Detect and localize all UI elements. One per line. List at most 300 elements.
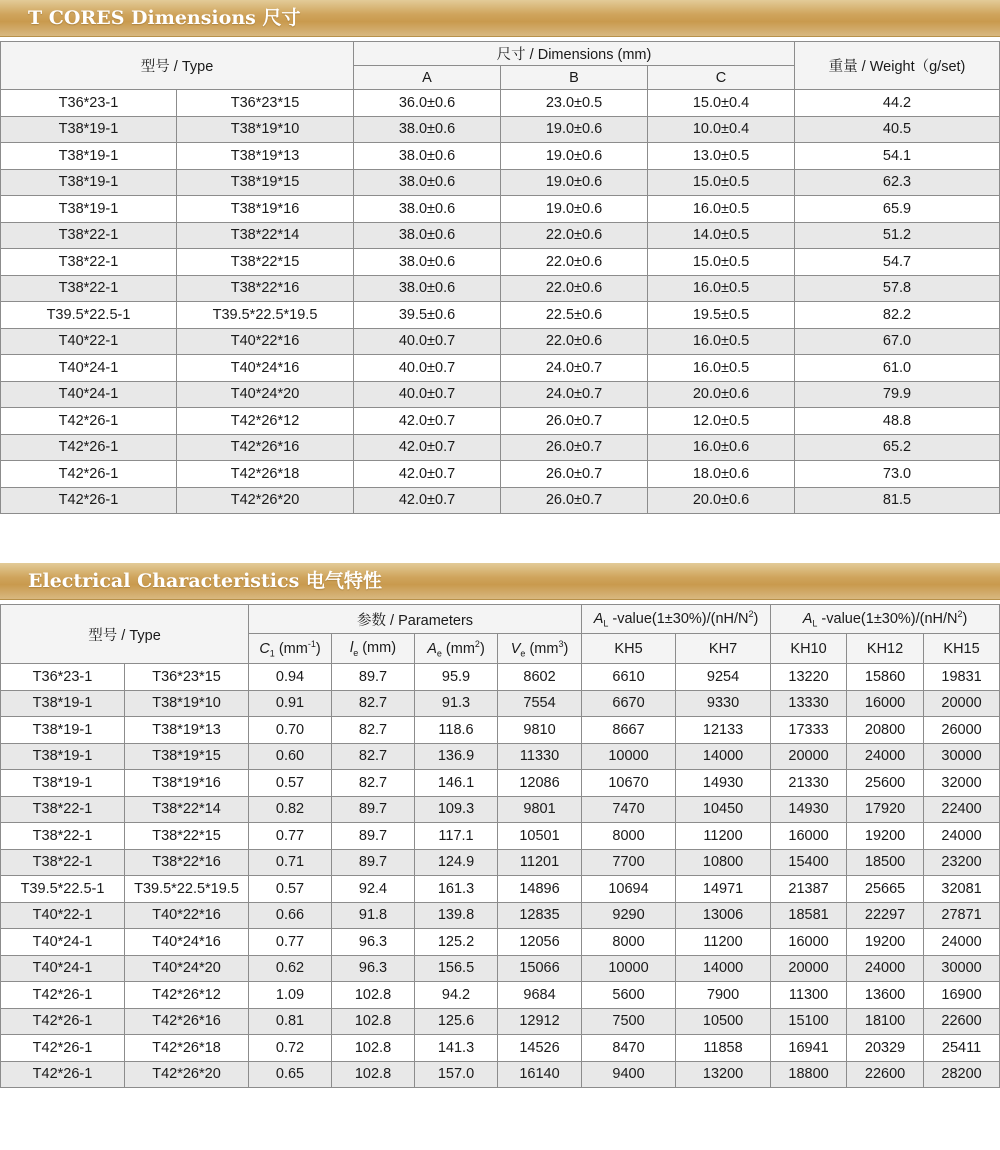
table-cell: T42*26-1	[1, 487, 177, 514]
table-cell: T40*22*16	[177, 328, 354, 355]
table-cell: 18800	[771, 1061, 847, 1088]
header-le: $l_e$ (mm)	[332, 634, 415, 664]
table-row	[1, 275, 1000, 302]
table-cell: T38*19*13	[125, 717, 249, 744]
table-cell: 38.0±0.6	[354, 143, 501, 170]
table-cell: 18.0±0.6	[648, 461, 795, 488]
table-cell: 0.81	[249, 1008, 332, 1035]
table-row	[1, 849, 1000, 876]
table-cell: 10694	[582, 876, 676, 903]
table-cell: 24.0±0.7	[501, 355, 648, 382]
table-cell: 22600	[847, 1061, 924, 1088]
table-cell: 96.3	[332, 955, 415, 982]
table-row	[1, 1035, 1000, 1062]
table-cell: 156.5	[415, 955, 498, 982]
header-c: C	[648, 66, 795, 90]
table-cell: 9290	[582, 902, 676, 929]
table-cell: 9400	[582, 1061, 676, 1088]
table-row	[1, 434, 1000, 461]
header-al-value-group-2: $A_L$ $-value(1\pm 30\%)/(nH/N^2)$	[771, 605, 1000, 634]
table-cell: T38*19-1	[1, 717, 125, 744]
table-cell: 0.57	[249, 876, 332, 903]
table-row	[1, 408, 1000, 435]
table-cell: 81.5	[795, 487, 1000, 514]
table-cell: 42.0±0.7	[354, 434, 501, 461]
table-cell: 20.0±0.6	[648, 381, 795, 408]
table-cell: 136.9	[415, 743, 498, 770]
table-cell: 14971	[676, 876, 771, 903]
table-row	[1, 222, 1000, 249]
table-cell: 12056	[498, 929, 582, 956]
table-cell: 13200	[676, 1061, 771, 1088]
table-row	[1, 487, 1000, 514]
table-cell: T42*26-1	[1, 1061, 125, 1088]
table-row	[1, 116, 1000, 143]
table-cell: T39.5*22.5*19.5	[125, 876, 249, 903]
table-cell: T36*23*15	[177, 90, 354, 117]
table-cell: 14896	[498, 876, 582, 903]
table-cell: T42*26-1	[1, 982, 125, 1009]
table-cell: 40.5	[795, 116, 1000, 143]
table-cell: 15.0±0.4	[648, 90, 795, 117]
table-row	[1, 143, 1000, 170]
table-cell: 24000	[847, 743, 924, 770]
table-cell: 13006	[676, 902, 771, 929]
table-cell: 21330	[771, 770, 847, 797]
table-cell: 12912	[498, 1008, 582, 1035]
header-kh15: KH15	[924, 634, 1000, 664]
table-cell: T38*22-1	[1, 249, 177, 276]
table-cell: 89.7	[332, 849, 415, 876]
table-cell: 61.0	[795, 355, 1000, 382]
table-cell: 30000	[924, 743, 1000, 770]
table-cell: T38*22-1	[1, 222, 177, 249]
header-kh10: KH10	[771, 634, 847, 664]
table-cell: T38*19-1	[1, 143, 177, 170]
table-cell: 14526	[498, 1035, 582, 1062]
table-cell: 10800	[676, 849, 771, 876]
table-cell: T38*19*10	[125, 690, 249, 717]
table-cell: 8667	[582, 717, 676, 744]
table-cell: T40*24-1	[1, 955, 125, 982]
header-parameters: 参数 / Parameters	[249, 605, 582, 634]
table-cell: 20329	[847, 1035, 924, 1062]
table-cell: T42*26*12	[125, 982, 249, 1009]
table-cell: T36*23-1	[1, 664, 125, 691]
table-cell: 91.8	[332, 902, 415, 929]
table-cell: 40.0±0.7	[354, 328, 501, 355]
table-cell: 7470	[582, 796, 676, 823]
table-row	[1, 929, 1000, 956]
table-cell: T38*22*14	[125, 796, 249, 823]
table-cell: 0.65	[249, 1061, 332, 1088]
table-cell: T38*19*16	[177, 196, 354, 223]
table-row	[1, 169, 1000, 196]
table-cell: 39.5±0.6	[354, 302, 501, 329]
table-cell: 20000	[771, 743, 847, 770]
table-cell: 19200	[847, 929, 924, 956]
table-cell: T38*19*16	[125, 770, 249, 797]
table-cell: 0.71	[249, 849, 332, 876]
table-cell: 44.2	[795, 90, 1000, 117]
table-cell: 24000	[924, 929, 1000, 956]
table-cell: T42*26*16	[177, 434, 354, 461]
table-cell: T42*26-1	[1, 1035, 125, 1062]
table-cell: 54.1	[795, 143, 1000, 170]
table-cell: 9810	[498, 717, 582, 744]
table-cell: 7500	[582, 1008, 676, 1035]
table-cell: 82.7	[332, 717, 415, 744]
header-ae: $A_e$ $(mm^2)$	[415, 634, 498, 664]
table-cell: 67.0	[795, 328, 1000, 355]
table-cell: 24.0±0.7	[501, 381, 648, 408]
table-cell: 17333	[771, 717, 847, 744]
table-cell: 146.1	[415, 770, 498, 797]
table-cell: 161.3	[415, 876, 498, 903]
table-row	[1, 1061, 1000, 1088]
table-cell: 16000	[771, 823, 847, 850]
table-cell: 102.8	[332, 1035, 415, 1062]
table-cell: 8602	[498, 664, 582, 691]
table-cell: 38.0±0.6	[354, 196, 501, 223]
table-cell: 48.8	[795, 408, 1000, 435]
table-cell: 18581	[771, 902, 847, 929]
table-cell: 0.72	[249, 1035, 332, 1062]
header-type: 型号 / Type	[1, 605, 249, 664]
table-cell: 32081	[924, 876, 1000, 903]
table-cell: T40*24*16	[177, 355, 354, 382]
table-cell: 9254	[676, 664, 771, 691]
table-cell: 82.7	[332, 743, 415, 770]
table-cell: 12086	[498, 770, 582, 797]
table-cell: T38*19*10	[177, 116, 354, 143]
table-cell: 23200	[924, 849, 1000, 876]
header-c1: $C_1$ $(mm^{-1})$	[249, 634, 332, 664]
table-cell: 26.0±0.7	[501, 408, 648, 435]
table-cell: 79.9	[795, 381, 1000, 408]
table-cell: 7700	[582, 849, 676, 876]
table-cell: 125.2	[415, 929, 498, 956]
table-cell: 26.0±0.7	[501, 487, 648, 514]
table-cell: T40*24-1	[1, 929, 125, 956]
table-cell: 0.70	[249, 717, 332, 744]
table-cell: 14930	[676, 770, 771, 797]
table-cell: 19.0±0.6	[501, 196, 648, 223]
table-cell: 65.2	[795, 434, 1000, 461]
table-cell: 42.0±0.7	[354, 408, 501, 435]
table-cell: 16.0±0.5	[648, 328, 795, 355]
table-cell: 10.0±0.4	[648, 116, 795, 143]
table-cell: 16140	[498, 1061, 582, 1088]
table-cell: 7900	[676, 982, 771, 1009]
table-cell: 5600	[582, 982, 676, 1009]
table-cell: 91.3	[415, 690, 498, 717]
table-cell: 19.5±0.5	[648, 302, 795, 329]
electrical-table	[0, 604, 1000, 1088]
table-cell: 102.8	[332, 982, 415, 1009]
table-cell: 18500	[847, 849, 924, 876]
table-cell: 13220	[771, 664, 847, 691]
table-cell: 82.7	[332, 770, 415, 797]
table-cell: 11201	[498, 849, 582, 876]
table-cell: 22600	[924, 1008, 1000, 1035]
header-dimensions: 尺寸 / Dimensions (mm)	[354, 42, 795, 66]
table-cell: 25600	[847, 770, 924, 797]
table-cell: 38.0±0.6	[354, 249, 501, 276]
table-cell: 36.0±0.6	[354, 90, 501, 117]
table-cell: 11858	[676, 1035, 771, 1062]
table-cell: 14930	[771, 796, 847, 823]
table-cell: T40*24-1	[1, 355, 177, 382]
table-cell: 124.9	[415, 849, 498, 876]
header-kh12: KH12	[847, 634, 924, 664]
table-cell: 82.7	[332, 690, 415, 717]
table-cell: 19.0±0.6	[501, 116, 648, 143]
table-cell: 26.0±0.7	[501, 461, 648, 488]
table-cell: T38*19-1	[1, 770, 125, 797]
table-cell: 16.0±0.5	[648, 275, 795, 302]
table-row	[1, 717, 1000, 744]
table-cell: 19.0±0.6	[501, 169, 648, 196]
table-cell: 15100	[771, 1008, 847, 1035]
table-cell: 62.3	[795, 169, 1000, 196]
table-cell: 73.0	[795, 461, 1000, 488]
table-cell: 125.6	[415, 1008, 498, 1035]
header-kh7: KH7	[676, 634, 771, 664]
table-cell: 27871	[924, 902, 1000, 929]
table-cell: 14000	[676, 955, 771, 982]
table-cell: T40*24*20	[125, 955, 249, 982]
table-cell: 10670	[582, 770, 676, 797]
table-cell: 25411	[924, 1035, 1000, 1062]
header-b: B	[501, 66, 648, 90]
table-cell: T38*19*15	[125, 743, 249, 770]
table-cell: 89.7	[332, 796, 415, 823]
table-cell: T40*24*16	[125, 929, 249, 956]
table-cell: 95.9	[415, 664, 498, 691]
header-kh5: KH5	[582, 634, 676, 664]
table-cell: T38*22*15	[125, 823, 249, 850]
table-cell: T42*26*12	[177, 408, 354, 435]
table-row	[1, 355, 1000, 382]
table-cell: 20.0±0.6	[648, 487, 795, 514]
table-cell: 13330	[771, 690, 847, 717]
table-row	[1, 249, 1000, 276]
table-cell: 22.0±0.6	[501, 275, 648, 302]
header-type: 型号 / Type	[1, 42, 354, 90]
table-cell: T38*22-1	[1, 275, 177, 302]
table-cell: 14000	[676, 743, 771, 770]
table-cell: 19200	[847, 823, 924, 850]
table-cell: 0.94	[249, 664, 332, 691]
table-cell: 20000	[924, 690, 1000, 717]
table-cell: T39.5*22.5-1	[1, 302, 177, 329]
table-cell: 8000	[582, 929, 676, 956]
table-row	[1, 381, 1000, 408]
table-cell: 102.8	[332, 1008, 415, 1035]
table-cell: 89.7	[332, 823, 415, 850]
table-cell: 7554	[498, 690, 582, 717]
table-cell: 102.8	[332, 1061, 415, 1088]
dimensions-title: T CORES Dimensions 尺寸	[28, 7, 301, 29]
table-cell: 15400	[771, 849, 847, 876]
table-cell: T39.5*22.5-1	[1, 876, 125, 903]
table-row	[1, 664, 1000, 691]
table-cell: T40*24-1	[1, 381, 177, 408]
table-cell: T38*22*14	[177, 222, 354, 249]
table-cell: 9330	[676, 690, 771, 717]
table-cell: 32000	[924, 770, 1000, 797]
table-cell: T38*19*13	[177, 143, 354, 170]
electrical-title: Electrical Characteristics 电气特性	[28, 570, 382, 592]
table-cell: T38*22*16	[177, 275, 354, 302]
table-cell: 15860	[847, 664, 924, 691]
table-cell: 6610	[582, 664, 676, 691]
table-cell: 16900	[924, 982, 1000, 1009]
table-cell: 11330	[498, 743, 582, 770]
dimensions-table-body	[1, 90, 1000, 514]
table-cell: 57.8	[795, 275, 1000, 302]
table-cell: T36*23-1	[1, 90, 177, 117]
table-cell: T42*26*20	[125, 1061, 249, 1088]
table-cell: 16.0±0.6	[648, 434, 795, 461]
table-row	[1, 302, 1000, 329]
table-cell: 9684	[498, 982, 582, 1009]
table-cell: 13600	[847, 982, 924, 1009]
table-cell: 22297	[847, 902, 924, 929]
table-cell: 10450	[676, 796, 771, 823]
table-cell: 23.0±0.5	[501, 90, 648, 117]
table-cell: 24000	[847, 955, 924, 982]
table-cell: 20000	[771, 955, 847, 982]
table-cell: 40.0±0.7	[354, 355, 501, 382]
table-cell: 65.9	[795, 196, 1000, 223]
table-cell: T38*22*16	[125, 849, 249, 876]
table-cell: 20800	[847, 717, 924, 744]
table-cell: T38*19-1	[1, 743, 125, 770]
table-cell: T38*19-1	[1, 690, 125, 717]
table-cell: 16.0±0.5	[648, 355, 795, 382]
table-cell: 15066	[498, 955, 582, 982]
table-cell: T42*26*20	[177, 487, 354, 514]
table-cell: 6670	[582, 690, 676, 717]
table-cell: T38*19*15	[177, 169, 354, 196]
table-cell: 38.0±0.6	[354, 169, 501, 196]
table-cell: 92.4	[332, 876, 415, 903]
table-cell: T40*22-1	[1, 328, 177, 355]
table-cell: 28200	[924, 1061, 1000, 1088]
table-cell: 22.0±0.6	[501, 222, 648, 249]
table-cell: 38.0±0.6	[354, 275, 501, 302]
table-cell: 22400	[924, 796, 1000, 823]
table-cell: 0.82	[249, 796, 332, 823]
table-row	[1, 955, 1000, 982]
table-cell: 25665	[847, 876, 924, 903]
table-row	[1, 743, 1000, 770]
table-row	[1, 90, 1000, 117]
table-cell: T38*19-1	[1, 196, 177, 223]
header-ve: $V_e$ $(mm^3)$	[498, 634, 582, 664]
table-cell: 8000	[582, 823, 676, 850]
table-cell: 40.0±0.7	[354, 381, 501, 408]
table-cell: T42*26-1	[1, 434, 177, 461]
table-cell: T42*26*18	[177, 461, 354, 488]
table-cell: 19831	[924, 664, 1000, 691]
table-cell: 10501	[498, 823, 582, 850]
table-cell: 0.62	[249, 955, 332, 982]
table-cell: T42*26*16	[125, 1008, 249, 1035]
table-cell: T42*26-1	[1, 461, 177, 488]
table-cell: 16.0±0.5	[648, 196, 795, 223]
table-cell: 0.57	[249, 770, 332, 797]
table-cell: 0.66	[249, 902, 332, 929]
table-row	[1, 823, 1000, 850]
table-cell: 22.0±0.6	[501, 249, 648, 276]
table-row	[1, 982, 1000, 1009]
table-cell: 118.6	[415, 717, 498, 744]
table-cell: 0.77	[249, 823, 332, 850]
table-cell: 1.09	[249, 982, 332, 1009]
table-cell: 21387	[771, 876, 847, 903]
table-cell: 141.3	[415, 1035, 498, 1062]
table-row	[1, 461, 1000, 488]
table-cell: 12835	[498, 902, 582, 929]
table-cell: T40*22-1	[1, 902, 125, 929]
table-cell: 54.7	[795, 249, 1000, 276]
table-cell: 12133	[676, 717, 771, 744]
table-cell: 19.0±0.6	[501, 143, 648, 170]
table-cell: T39.5*22.5*19.5	[177, 302, 354, 329]
table-cell: 16941	[771, 1035, 847, 1062]
table-cell: T38*19-1	[1, 169, 177, 196]
table-cell: T36*23*15	[125, 664, 249, 691]
table-cell: T42*26*18	[125, 1035, 249, 1062]
table-row	[1, 1008, 1000, 1035]
table-cell: 8470	[582, 1035, 676, 1062]
table-cell: T38*22-1	[1, 796, 125, 823]
table-cell: 82.2	[795, 302, 1000, 329]
table-cell: 51.2	[795, 222, 1000, 249]
table-cell: 30000	[924, 955, 1000, 982]
table-cell: 0.91	[249, 690, 332, 717]
table-cell: 13.0±0.5	[648, 143, 795, 170]
table-cell: 10000	[582, 743, 676, 770]
table-cell: 10500	[676, 1008, 771, 1035]
table-row	[1, 328, 1000, 355]
table-cell: 117.1	[415, 823, 498, 850]
table-cell: 10000	[582, 955, 676, 982]
table-cell: 157.0	[415, 1061, 498, 1088]
table-cell: 42.0±0.7	[354, 487, 501, 514]
table-cell: 24000	[924, 823, 1000, 850]
table-row	[1, 690, 1000, 717]
table-row	[1, 196, 1000, 223]
table-cell: 17920	[847, 796, 924, 823]
electrical-table-body	[1, 664, 1000, 1088]
table-cell: 38.0±0.6	[354, 222, 501, 249]
table-cell: 139.8	[415, 902, 498, 929]
table-cell: T38*22*15	[177, 249, 354, 276]
header-al-value-group-1: $A_L$ $-value(1\pm 30\%)/(nH/N^2)$	[582, 605, 771, 634]
table-cell: 16000	[771, 929, 847, 956]
table-row	[1, 876, 1000, 903]
table-cell: 109.3	[415, 796, 498, 823]
table-cell: 38.0±0.6	[354, 116, 501, 143]
table-cell: T40*24*20	[177, 381, 354, 408]
table-cell: 22.0±0.6	[501, 328, 648, 355]
table-cell: 11200	[676, 823, 771, 850]
table-cell: T38*19-1	[1, 116, 177, 143]
